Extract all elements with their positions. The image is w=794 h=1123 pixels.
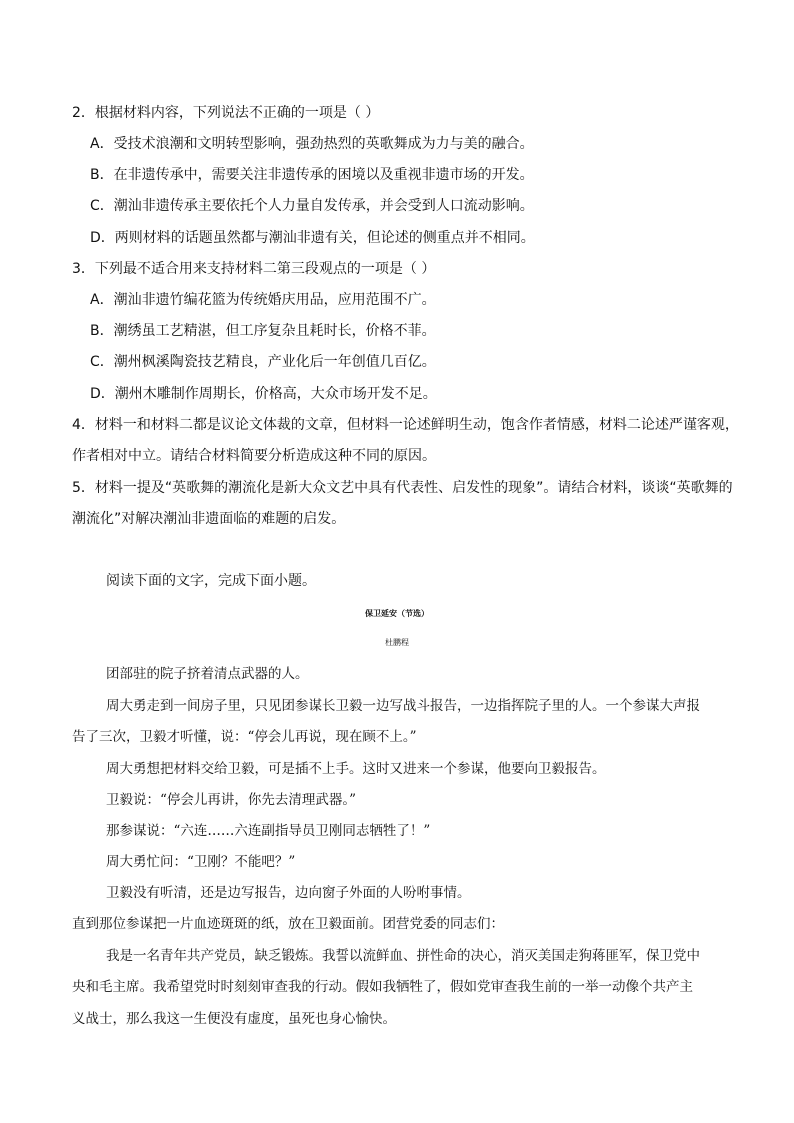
passage-line-8: 卫毅没有听清，还是边写报告，边向窗子外面的人吩咐事情。 bbox=[106, 885, 471, 901]
question-2-stem: 2．根据材料内容，下列说法不正确的一项是（ ） bbox=[72, 105, 380, 121]
question-3-stem: 3．下列最不适合用来支持材料二第三段观点的一项是（ ） bbox=[72, 261, 436, 277]
passage-line-3: 告了三次，卫毅才听懂，说：“停会儿再说，现在顾不上。” bbox=[72, 729, 417, 745]
question-4-line-2: 作者相对中立。请结合材料简要分析造成这种不同的原因。 bbox=[72, 448, 436, 464]
question-2-option-a: A．受技术浪潮和文明转型影响，强劲热烈的英歌舞成为力与美的融合。 bbox=[90, 136, 534, 152]
question-2-option-b: B．在非遗传承中，需要关注非遗传承的困境以及重视非遗市场的开发。 bbox=[90, 167, 534, 183]
passage-line-1: 团部驻的院子挤着清点武器的人。 bbox=[106, 666, 309, 682]
question-4-line-1: 4．材料一和材料二都是议论文体裁的文章，但材料一论述鲜明生动，饱含作者情感，材料二论述严谨客观， bbox=[72, 417, 739, 433]
passage-line-11: 央和毛主席。我希望党时时刻刻审查我的行动。假如我牺牲了，假如党审查我生前的一举一动像个共产主 bbox=[72, 979, 693, 995]
passage-line-7: 周大勇忙问：“卫刚？不能吧？” bbox=[106, 854, 296, 870]
question-5-line-2: 潮流化”对解决潮汕非遗面临的难题的启发。 bbox=[72, 511, 346, 527]
passage-line-12: 义战士，那么我这一生便没有虚度，虽死也身心愉快。 bbox=[72, 1011, 396, 1027]
question-5-line-1: 5．材料一提及“英歌舞的潮流化是新大众文艺中具有代表性、启发性的现象”。请结合材料，谈谈“英歌舞的 bbox=[72, 480, 733, 496]
passage-title: 保卫延安（节选） bbox=[365, 608, 429, 618]
passage-line-9: 直到那位参谋把一片血迹斑斑的纸，放在卫毅面前。团营党委的同志们： bbox=[72, 916, 504, 932]
question-3-option-c: C．潮州枫溪陶瓷技艺精良，产业化后一年创值几百亿。 bbox=[90, 354, 436, 370]
passage-line-2: 周大勇走到一间房子里，只见团参谋长卫毅一边写战斗报告，一边指挥院子里的人。一个参谋大声报 bbox=[106, 698, 700, 714]
passage-line-5: 卫毅说：“停会儿再讲，你先去清理武器。” bbox=[106, 792, 357, 808]
question-3-option-d: D．潮州木雕制作周期长，价格高，大众市场开发不足。 bbox=[90, 386, 437, 402]
reading-instruction: 阅读下面的文字，完成下面小题。 bbox=[106, 573, 316, 589]
question-2-option-c: C．潮汕非遗传承主要依托个人力量自发传承，并会受到人口流动影响。 bbox=[90, 198, 534, 214]
passage-line-4: 周大勇想把材料交给卫毅，可是插不上手。这时又进来一个参谋，他要向卫毅报告。 bbox=[106, 761, 606, 777]
question-3-option-b: B．潮绣虽工艺精湛，但工序复杂且耗时长，价格不菲。 bbox=[90, 323, 436, 339]
passage-line-10: 我是一名青年共产党员，缺乏锻炼。我誓以流鲜血、拼性命的决心，消灭美国走狗蒋匪军，保卫党中 bbox=[106, 948, 700, 964]
passage-author: 杜鹏程 bbox=[385, 638, 409, 647]
question-3-option-a: A．潮汕非遗竹编花篮为传统婚庆用品，应用范围不广。 bbox=[90, 292, 436, 308]
question-2-option-d: D．两则材料的话题虽然都与潮汕非遗有关，但论述的侧重点并不相同。 bbox=[90, 230, 535, 246]
passage-line-6: 那参谋说：“六连……六连副指导员卫刚同志牺牲了！” bbox=[106, 823, 431, 839]
